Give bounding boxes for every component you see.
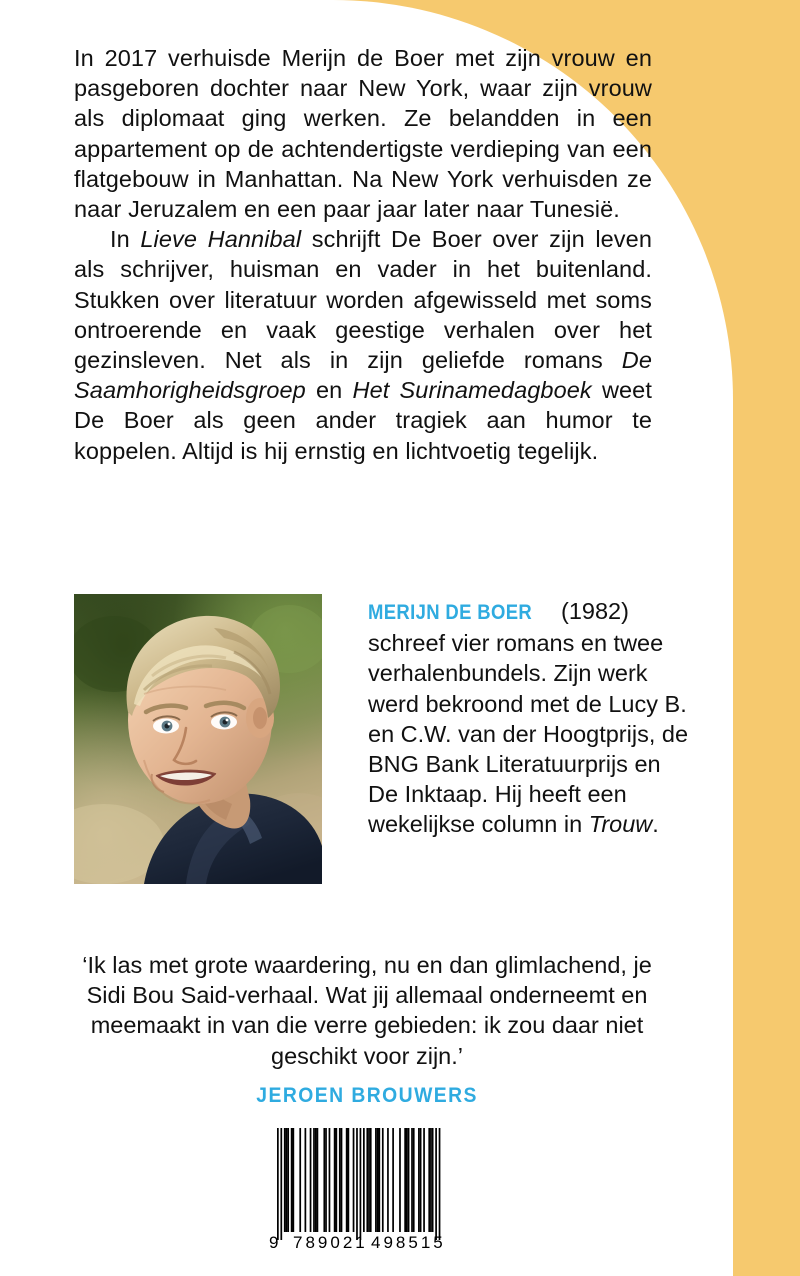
barcode-digit-prefix: 9 <box>269 1233 279 1252</box>
author-bio-seg1: (1982) schreef vier romans en twee verhalenbundels. Zijn werk werd bekroond met de Lucy B. en C.W. van der Hoogtprijs, de BNG Bank Literatuurprijs en De Inktaap. Hij heeft een wekelijkse column in <box>368 598 689 838</box>
endorsement-attribution <box>60 1083 674 1108</box>
publication-trouw: Trouw <box>588 811 653 838</box>
blurb-text <box>74 43 652 466</box>
barcode-ean13 <box>263 1126 463 1254</box>
endorsement-quote: ‘Ik las met grote waardering, nu en dan glimlachend, je Sidi Bou Said-verhaal. Wat jij allemaal onderneemt en meemaakt in van die verre gebieden: ik zou daar niet geschikt voor zijn.’ <box>82 952 652 1069</box>
blurb-p2-seg3: en <box>305 377 353 404</box>
endorsement-attribution-text: JEROEN BROUWERS <box>256 1083 478 1107</box>
book-title-lieve-hannibal: Lieve Hannibal <box>140 226 302 253</box>
blurb-p2-seg1: In <box>110 226 141 253</box>
blurb-p2-seg4: weet De Boer als geen ander tragiek aan humor te koppelen. Altijd is hij ernstig en lichtvoetig tegelijk. <box>74 377 652 464</box>
author-section <box>74 594 689 886</box>
barcode-group-right: 498515 <box>371 1233 446 1252</box>
author-portrait-photo <box>74 594 322 884</box>
author-bio-text <box>368 596 688 840</box>
blurb-p2-seg2: schrijft De Boer over zijn leven als schrijver, huisman en vader in het buitenland. Stukken over literatuur worden afgewisseld met soms ontroerende en vaak geestige verhalen over het gezinsleven. Net als in zijn geliefde romans <box>74 226 652 374</box>
blurb-paragraph-2 <box>74 224 652 466</box>
book-title-saamhorigheidsgroep: De Saamhorigheidsgroep <box>74 347 652 404</box>
barcode-graphic <box>263 1126 463 1254</box>
book-title-surinamedagboek: Het Surinamedagboek <box>352 377 592 404</box>
blurb-paragraph-1: In 2017 verhuisde Merijn de Boer met zijn vrouw en pasgeboren dochter naar New York, waar zijn vrouw als diplomaat ging werken. Ze belandden in een appartement op de achtendertigste verdieping van een flatgebouw in Manhattan. Na New York verhuisden ze naar Jeruzalem en een paar jaar later naar Tunesië. <box>74 45 652 223</box>
barcode-group-left: 789021 <box>293 1233 368 1252</box>
author-portrait-illustration <box>74 594 322 884</box>
author-bio-seg2: . <box>652 811 659 838</box>
author-name: MERIJN DE BOER <box>368 601 533 624</box>
